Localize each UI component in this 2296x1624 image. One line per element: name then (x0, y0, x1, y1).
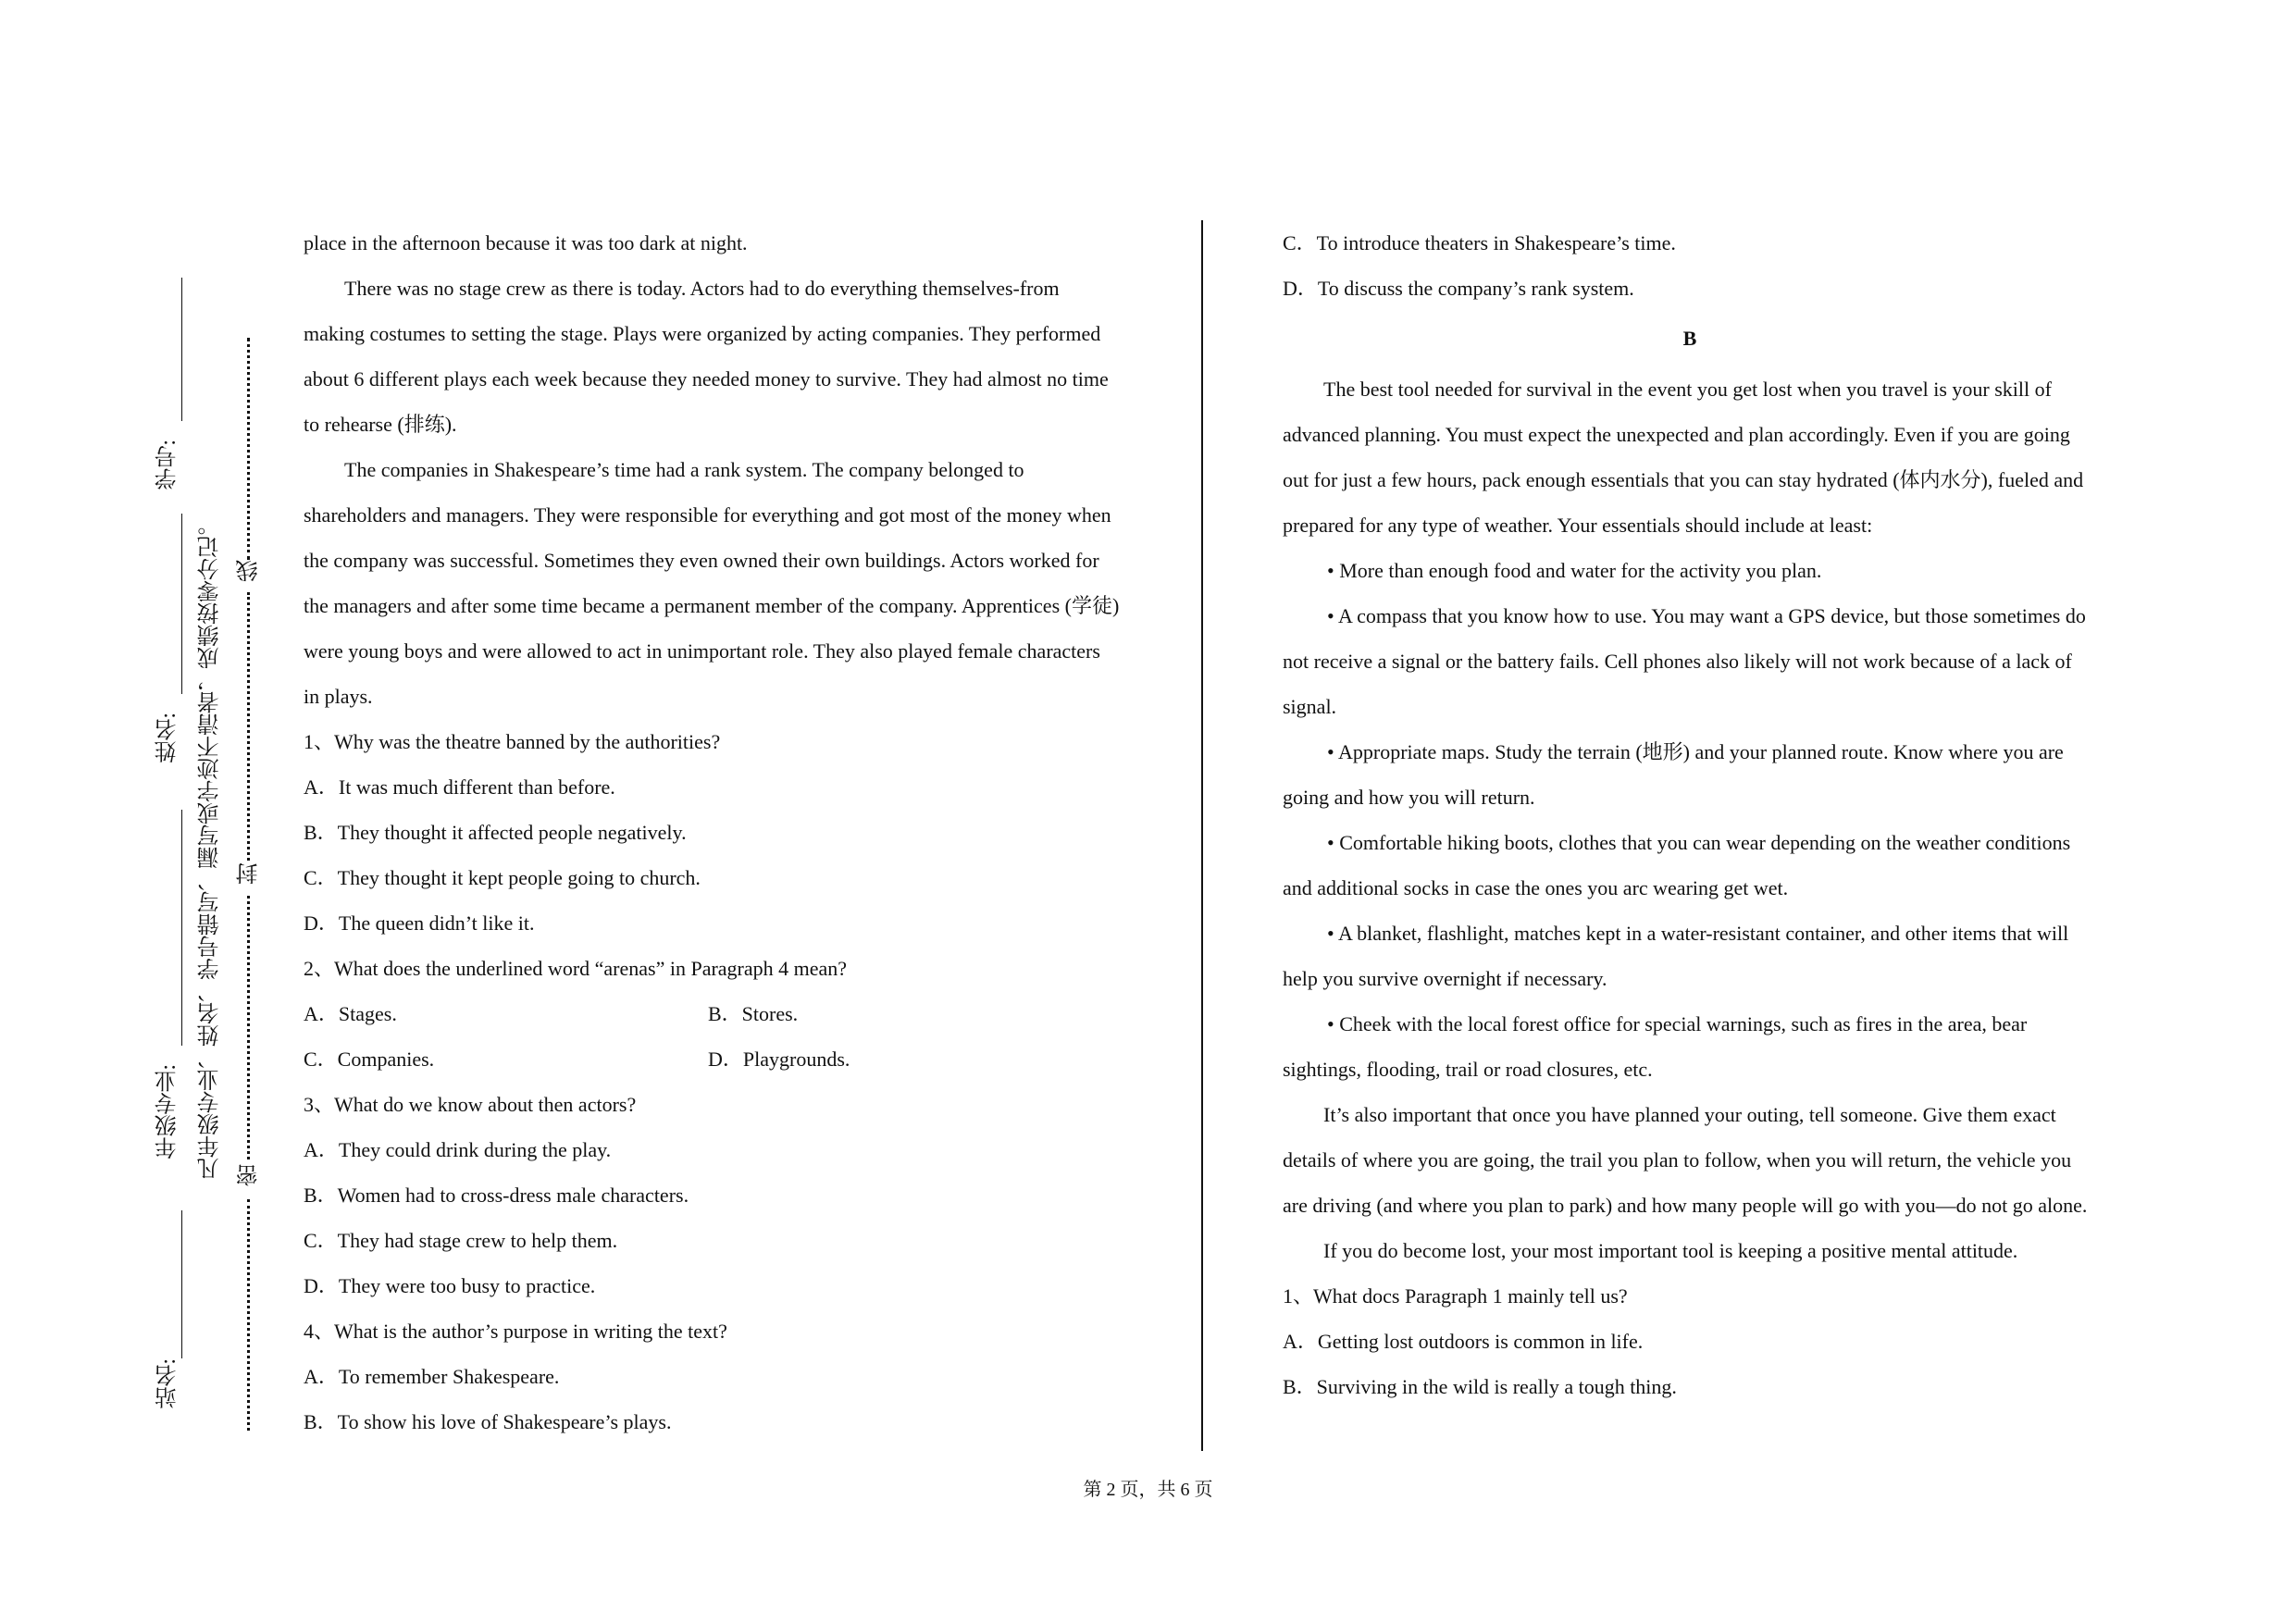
question-stem: 4、What is the author’s purpose in writing the text? (304, 1320, 727, 1343)
page-number-footer: 第 2 页，共 6 页 (1083, 1480, 1213, 1500)
list-item: • Comfortable hiking boots, clothes that you can wear depending on the weather conditions and additional socks in case the ones you arc wearing get wet. (1283, 831, 2071, 899)
left-column (304, 220, 1127, 1444)
grade-major-label: 年级专业: (156, 1064, 180, 1159)
option-a: A．They could drink during the play. (304, 1138, 612, 1161)
margin-notice: 凡年级专业、姓名、学号错写、漏写或字迹不清者，成绩按零分记。 (199, 514, 223, 1180)
question-4 (304, 1308, 1127, 1444)
student-id-label: 学号: (156, 440, 180, 490)
seal-mark-seal: 封 (238, 862, 262, 885)
column-divider (1201, 220, 1203, 1451)
essentials-list (1283, 548, 2097, 1092)
seal-mark-secret: 密 (238, 1164, 262, 1186)
station-label: 站名: (156, 1358, 180, 1409)
seal-dotted-line (247, 338, 250, 560)
question-stem: 1、What docs Paragraph 1 mainly tell us? (1283, 1284, 1628, 1308)
grade-major-blank-line (181, 810, 182, 1046)
list-item: • Cheek with the local forest office for special warnings, such as fires in the area, bear sightings, flooding, trail or road closures, etc. (1283, 1012, 2028, 1081)
seal-mark-line: 线 (238, 560, 262, 582)
name-blank-line (181, 514, 182, 694)
option-c: C．They thought it kept people going to church. (304, 866, 701, 889)
question-b1 (1283, 1273, 2097, 1409)
question-stem: 2、What does the underlined word “arenas” in Paragraph 4 mean? (304, 957, 848, 980)
option-c: C．Companies. (304, 1048, 435, 1071)
passage-paragraph-attitude: If you do become lost, your most important tool is keeping a positive mental attitude. (1323, 1239, 2018, 1262)
section-heading: B (1682, 327, 1697, 350)
option-c: C．To introduce theaters in Shakespeare’s time. (1283, 231, 1676, 254)
passage-paragraph-tell-someone: It’s also important that once you have planned your outing, tell someone. Give them exact details of where you are going, the trail you plan to follow, when you will return, the vehicle you are driving (and where you plan to park) and how many people will go with you—do not go alone. (1283, 1103, 2088, 1217)
option-d: D．The queen didn’t like it. (304, 911, 535, 935)
option-b: B．Surviving in the wild is really a tough thing. (1283, 1375, 1677, 1398)
student-id-blank-line (181, 278, 182, 421)
option-d: D．They were too busy to practice. (304, 1274, 596, 1297)
option-c: C．They had stage crew to help them. (304, 1229, 618, 1252)
option-b: B．Women had to cross-dress male characters. (304, 1184, 689, 1207)
list-item: • Appropriate maps. Study the terrain (地形) and your planned route. Know where you are going and how you will return. (1283, 740, 2064, 809)
right-column (1283, 220, 2097, 1409)
list-item: • A compass that you know how to use. You may want a GPS device, but those sometimes do not receive a signal or the battery fails. Cell phones also likely will not work because of a lack of signal. (1283, 604, 2086, 718)
seal-dotted-line (247, 1199, 250, 1431)
option-b: B．To show his love of Shakespeare’s plays. (304, 1410, 672, 1433)
passage-paragraph-rank: The companies in Shakespeare’s time had a rank system. The company belonged to shareholders and managers. They were responsible for everything and got most of the money when the company was successful. Sometimes they even owned their own buildings. Actors worked for the managers and after some time became a permanent member of the company. Apprentices (学徒) were young boys and were allowed to act in unimportant role. They also played female characters in plays. (304, 458, 1120, 708)
option-a: A．Stages. (304, 1002, 397, 1025)
option-a: A．It was much different than before. (304, 775, 615, 799)
list-item: • More than enough food and water for the activity you plan. (1327, 559, 1822, 582)
passage-continuation: place in the afternoon because it was too dark at night. (304, 231, 748, 254)
question-stem: 3、What do we know about then actors? (304, 1093, 637, 1116)
question-2 (304, 946, 1127, 1082)
question-3 (304, 1082, 1127, 1308)
option-a: A．To remember Shakespeare. (304, 1365, 560, 1388)
option-d: D．Playgrounds. (708, 1048, 850, 1071)
option-b: B．Stores. (708, 1002, 799, 1025)
option-b: B．They thought it affected people negatively. (304, 821, 687, 844)
list-item: • A blanket, flashlight, matches kept in a water-resistant container, and other items that will help you survive overnight if necessary. (1283, 922, 2069, 990)
passage-paragraph-crew: There was no stage crew as there is today. Actors had to do everything themselves-from making costumes to setting the stage. Plays were organized by acting companies. They performed about 6 different plays each week because they needed money to survive. They had almost no time to rehearse (排练). (304, 277, 1109, 436)
question-4-continued (1283, 220, 2097, 311)
name-label: 姓名: (156, 713, 180, 763)
option-d: D．To discuss the company’s rank system. (1283, 277, 1634, 300)
question-1 (304, 719, 1127, 946)
seal-dotted-line (247, 592, 250, 861)
option-a: A．Getting lost outdoors is common in life. (1283, 1330, 1644, 1353)
station-blank-line (181, 1210, 182, 1358)
seal-dotted-line (247, 896, 250, 1159)
passage-b-intro: The best tool needed for survival in the event you get lost when you travel is your skill of advanced planning. You must expect the unexpected and plan accordingly. Even if you are going out for just a few hours, pack enough essentials that you can stay hydrated (体内水分), fueled and prepared for any type of weather. Your essentials should include at least: (1283, 378, 2084, 537)
question-stem: 1、Why was the theatre banned by the authorities? (304, 730, 721, 753)
